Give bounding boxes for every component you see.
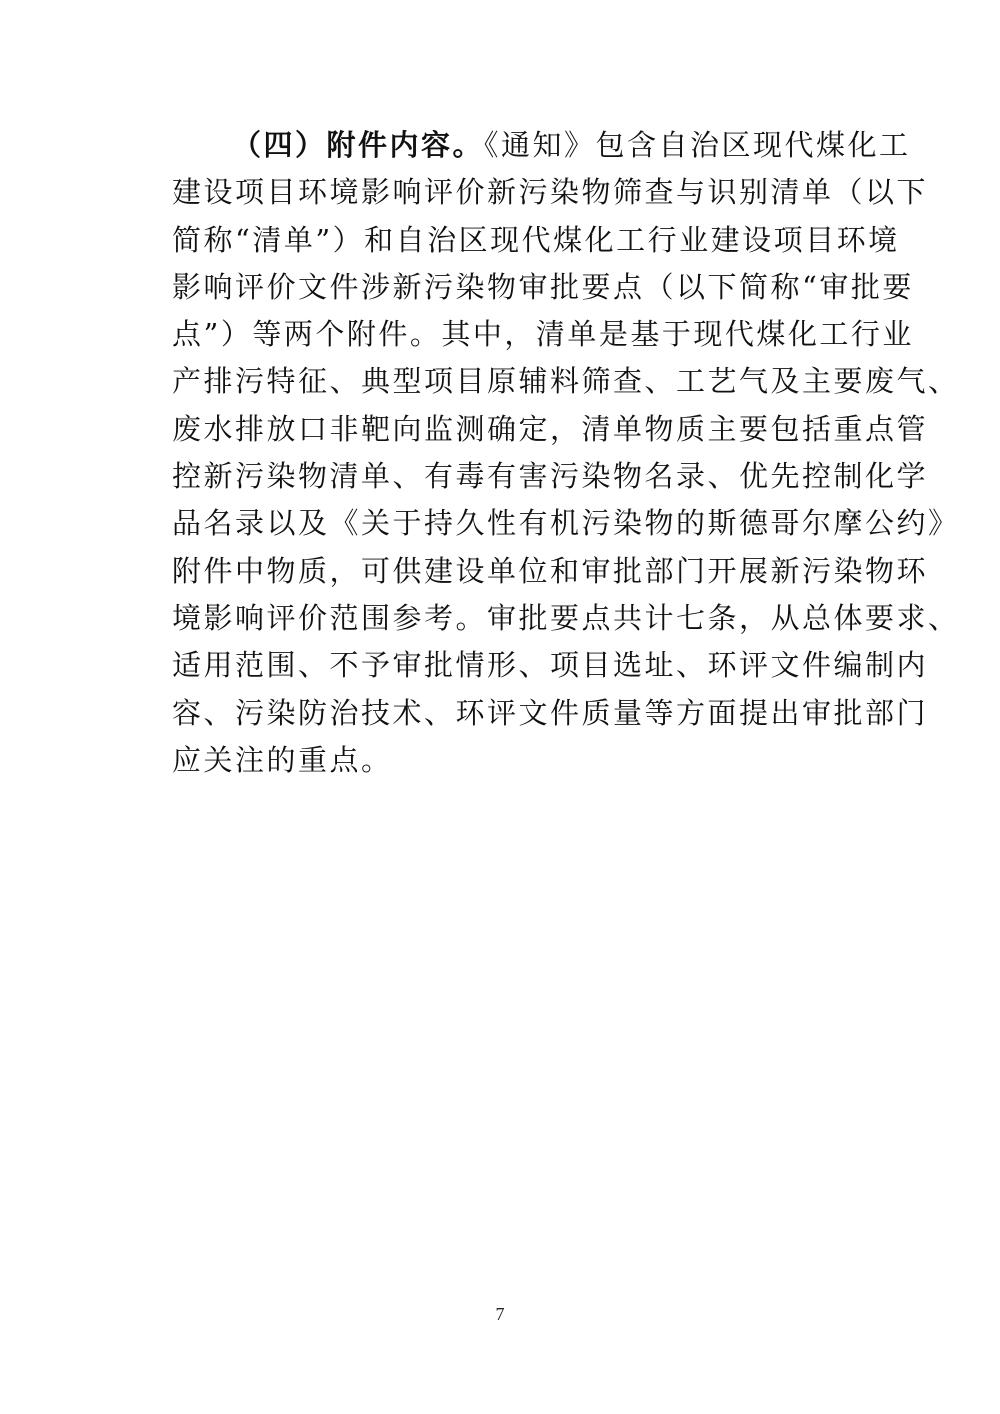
paragraph-line-4: 影响评价文件涉新污染物审批要点（以下简称“审批要 <box>172 269 914 304</box>
paragraph-line-11: 境影响评价范围参考。审批要点共计七条，从总体要求、 <box>172 600 960 635</box>
page-number: 7 <box>495 1304 505 1324</box>
paragraph-line-5: 点”）等两个附件。其中，清单是基于现代煤化工行业 <box>172 317 914 352</box>
paragraph-line-14: 应关注的重点。 <box>172 742 393 777</box>
paragraph-line-2: 建设项目环境影响评价新污染物筛查与识别清单（以下 <box>172 175 929 210</box>
paragraph-line-7: 废水排放口非靶向监测确定，清单物质主要包括重点管 <box>172 411 929 446</box>
paragraph-line-1 <box>172 122 911 169</box>
paragraph-line-13: 容、污染防治技术、环评文件质量等方面提出审批部门 <box>172 695 929 730</box>
paragraph-line-6: 产排污特征、典型项目原辅料筛查、工艺气及主要废气、 <box>172 364 960 399</box>
paragraph-line-8: 控新污染物清单、有毒有害污染物名录、优先控制化学 <box>172 459 929 494</box>
body-paragraph <box>172 122 960 784</box>
paragraph-line-3: 简称“清单”）和自治区现代煤化工行业建设项目环境 <box>172 222 900 257</box>
paragraph-line-10: 附件中物质，可供建设单位和审批部门开展新污染物环 <box>172 553 929 588</box>
paragraph-line-12: 适用范围、不予审批情形、项目选址、环评文件编制内 <box>172 648 929 683</box>
paragraph-line-1-text: 《通知》包含自治区现代煤化工 <box>484 128 911 162</box>
section-heading: （四）附件内容。 <box>232 128 485 162</box>
paragraph-line-9: 品名录以及《关于持久性有机污染物的斯德哥尔摩公约》 <box>172 506 960 541</box>
